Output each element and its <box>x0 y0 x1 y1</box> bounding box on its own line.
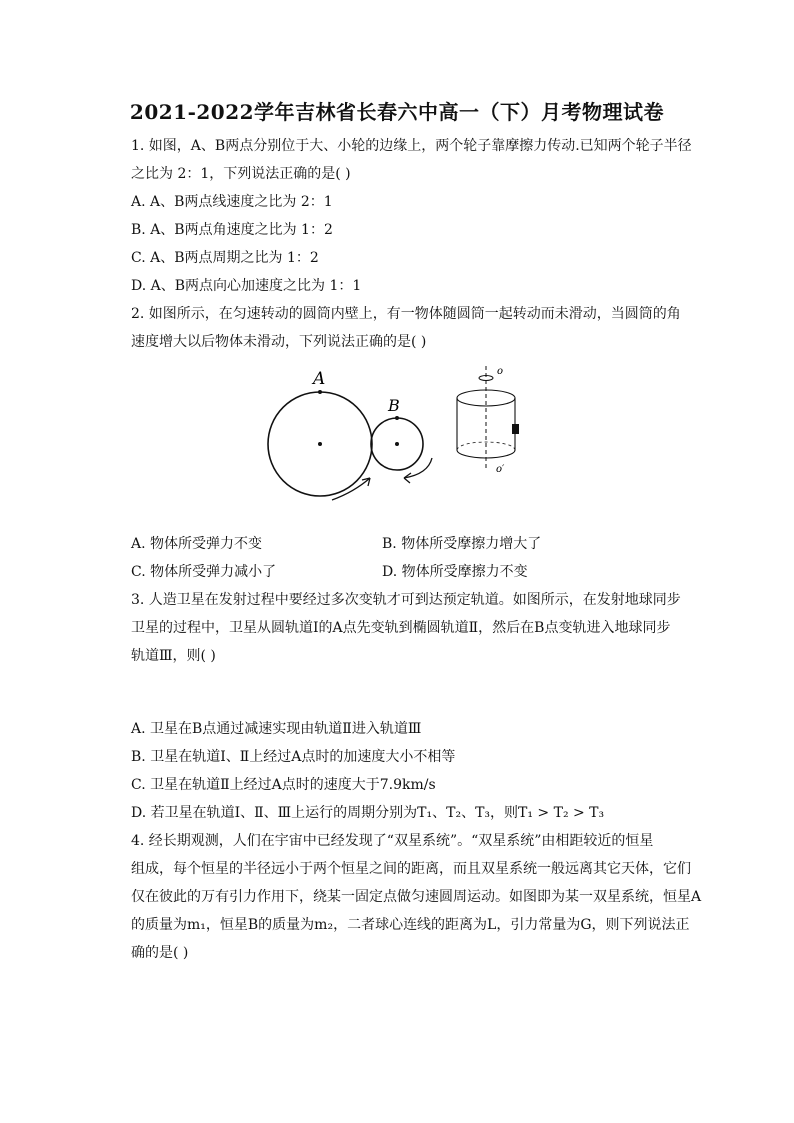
q4-stem-line-2: 组成，每个恒星的半径远小于两个恒星之间的距离，而且双星系统一般远离其它天体，它们 <box>131 861 691 877</box>
wheels-figure <box>262 362 442 510</box>
q3-option-a: A. 卫星在B点通过减速实现由轨道Ⅱ进入轨道Ⅲ <box>131 721 422 737</box>
point-a-label: A <box>313 369 326 389</box>
exam-title: 2021-2022学年吉林省长春六中高一（下）月考物理试卷 <box>129 100 665 124</box>
small-wheel-center <box>395 442 399 446</box>
large-wheel-rotation-arrow <box>332 478 370 500</box>
q1-stem-line-2: 之比为 2：1，下列说法正确的是( ) <box>131 166 351 182</box>
point-a-dot <box>318 390 322 394</box>
q4-stem-line-4: 的质量为m₁，恒星B的质量为m₂，二者球心连线的距离为L，引力常量为G，则下列说法正 <box>131 917 690 933</box>
point-b-label: B <box>388 396 400 415</box>
q3-option-b: B. 卫星在轨道Ⅰ、Ⅱ上经过A点时的加速度大小不相等 <box>131 749 456 765</box>
q3-stem-line-3: 轨道Ⅲ，则( ) <box>131 648 216 664</box>
q3-option-d: D. 若卫星在轨道Ⅰ、Ⅱ、Ⅲ上运行的周期分别为T₁、T₂、T₃，则T₁ > T₂ > T₃ <box>131 805 605 821</box>
q1-option-c: C. A、B两点周期之比为 1：2 <box>131 250 319 266</box>
q3-option-c: C. 卫星在轨道Ⅱ上经过A点时的速度大于7.9km/s <box>131 777 436 793</box>
cylinder-figure <box>452 362 532 480</box>
q4-stem-line-3: 仅在彼此的万有引力作用下，绕某一固定点做匀速圆周运动。如图即为某一双星系统，恒星A <box>131 889 702 905</box>
q2-option-b: B. 物体所受摩擦力增大了 <box>382 536 542 552</box>
q1-stem-line-1: 1. 如图，A、B两点分别位于大、小轮的边缘上，两个轮子靠摩擦力传动.已知两个轮子半径 <box>131 138 692 154</box>
object-block <box>512 424 519 434</box>
q3-stem-line-1: 3. 人造卫星在发射过程中要经过多次变轨才可到达预定轨道。如图所示，在发射地球同步 <box>131 592 681 608</box>
q2-option-d: D. 物体所受摩擦力不变 <box>382 564 528 580</box>
q2-option-a: A. 物体所受弹力不变 <box>131 536 263 552</box>
q4-stem-line-1: 4. 经长期观测，人们在宇宙中已经发现了“双星系统”。“双星系统”由相距较近的恒星 <box>131 833 654 849</box>
axis-top-label: o <box>497 366 504 377</box>
q2-stem-line-2: 速度增大以后物体未滑动，下列说法正确的是( ) <box>131 334 427 350</box>
axis-bottom-label: o′ <box>496 464 505 475</box>
q3-stem-line-2: 卫星的过程中，卫星从圆轨道Ⅰ的A点先变轨到椭圆轨道Ⅱ，然后在B点变轨进入地球同步 <box>131 620 671 636</box>
point-b-dot <box>395 416 399 420</box>
q1-option-a: A. A、B两点线速度之比为 2：1 <box>131 194 333 210</box>
q1-option-b: B. A、B两点角速度之比为 1：2 <box>131 222 333 238</box>
large-wheel-center <box>318 442 322 446</box>
q1-option-d: D. A、B两点向心加速度之比为 1：1 <box>131 278 362 294</box>
q4-stem-line-5: 确的是( ) <box>131 945 189 961</box>
small-arrowhead-icon <box>404 473 411 483</box>
q2-stem-line-1: 2. 如图所示，在匀速转动的圆筒内壁上，有一物体随圆筒一起转动而未滑动，当圆筒的角 <box>131 306 681 322</box>
q2-option-c: C. 物体所受弹力减小了 <box>131 564 277 580</box>
